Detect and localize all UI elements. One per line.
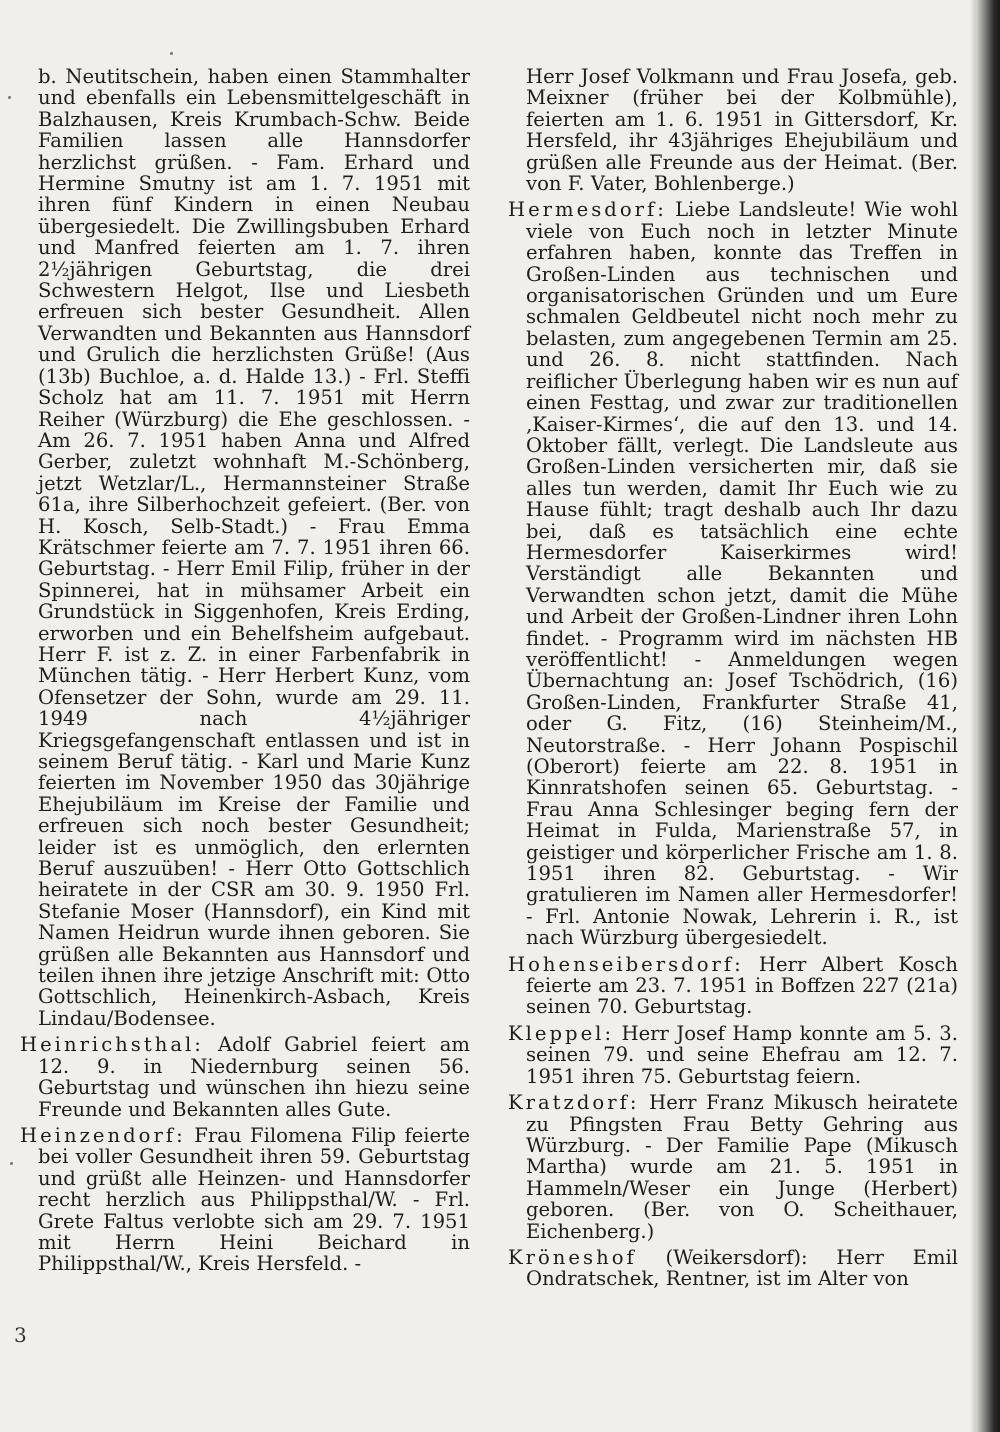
- place-name: Kleppel:: [508, 1021, 615, 1045]
- entry-text: Herr Franz Mikusch heiratete zu Pfingsten Frau Betty Gehring aus Würzburg. - Der Familie Pape (Mikusch Martha) wurde am 21. 5. 1951 in Hammeln/Weser ein Junge (Herbert) geboren. (Ber. von O. Scheithauer, Eichenberg.): [526, 1091, 958, 1243]
- entry-text: Frau Filomena Filip feierte bei voller Gesundheit ihren 59. Geburtstag und grüßt alle Heinzen- und Hannsdorfer recht herzlich aus Philippsthal/W. - Frl. Grete Faltus verlobte sich am 29. 7. 1951 mit Herrn Heini Beichard in Philippsthal/W., Kreis Hersfeld. -: [38, 1123, 470, 1276]
- scan-speck: [10, 1162, 13, 1165]
- paragraph-text: Herr Josef Volkmann und Frau Josefa, geb. Meixner (früher bei der Kolbmühle), feierten am 1. 6. 1951 in Gittersdorf, Kr. Hersfeld, ihr 43jähriges Ehejubiläum und grüßen alle Freunde aus der Heimat. (Ber. von F. Vater, Bohlenberge.): [526, 65, 958, 196]
- news-entry-heinzendorf: [20, 1125, 470, 1275]
- place-name: Heinzendorf:: [20, 1123, 186, 1147]
- news-paragraph: [20, 66, 470, 1029]
- page-number: 3: [14, 1323, 27, 1347]
- entry-text: Herr Albert Kosch feierte am 23. 7. 1951 in Boffzen 227 (21a) seinen 70. Geburtstag.: [526, 952, 958, 1019]
- news-entry-kroeneshof: [508, 1247, 958, 1290]
- scan-speck: [170, 52, 173, 55]
- left-column: [20, 66, 470, 1280]
- place-name: Kratzdorf:: [508, 1091, 640, 1115]
- place-name: Kröneshof: [508, 1245, 637, 1269]
- news-entry-kleppel: [508, 1023, 958, 1087]
- news-entry-hermesdorf: [508, 199, 958, 948]
- scan-speck: [8, 96, 11, 99]
- paragraph-text: b. Neutitschein, haben einen Stammhalter und ebenfalls ein Lebensmittelgeschäft in Balzhausen, Kreis Krumbach-Schw. Beide Familien lassen alle Hannsdorfer herzlichst grüßen. - Fam. Erhard und Hermine Smutny ist am 1. 7. 1951 mit ihren fünf Kindern in einen Neubau übergesiedelt. Die Zwillingsbuben Erhard und Manfred feierten am 1. 7. ihren 2½jährigen Geburtstag, die drei Schwestern Helgot, Ilse und Liesbeth erfreuen sich bester Gesundheit. Allen Verwandten und Bekannten aus Hannsdorf und Grulich die herzlichsten Grüße! (Aus (13b) Buchloe, a. d. Halde 13.) - Frl. Steffi Scholz hat am 11. 7. 1951 mit Herrn Reiher (Würzburg) die Ehe geschlossen. - Am 26. 7. 1951 haben Anna und Alfred Gerber, zuletzt wohnhaft M.-Schönberg, jetzt Wetzlar/L., Hermannsteiner Straße 61a, ihre Silberhochzeit gefeiert. (Ber. von H. Kosch, Selb-Stadt.) - Frau Emma Krätschmer feierte am 7. 7. 1951 ihren 66. Geburtstag. - Herr Emil Filip, früher in der Spinnerei, hat in mühsamer Arbeit ein Grundstück in Siggenhofen, Kreis Erding, erworben und ein Behelfsheim aufgebaut. Herr F. ist z. Z. in einer Farbenfabrik in München tätig. - Herr Herbert Kunz, vom Ofensetzer der Sohn, wurde am 29. 11. 1949 nach 4½jähriger Kriegsgefangenschaft entlassen und ist in seinem Beruf tätig. - Karl und Marie Kunz feierten im November 1950 das 30jährige Ehejubiläum im Kreise der Familie und erfreuen sich noch bester Gesundheit; leider ist es unmöglich, den erlernten Beruf auszuüben! - Herr Otto Gottschlich heiratete in der CSR am 30. 9. 1950 Frl. Stefanie Moser (Hannsdorf), ein Kind mit Namen Heidrun wurde ihnen geboren. Sie grüßen alle Bekannten aus Hannsdorf und teilen ihnen ihre jetzige Anschrift mit: Otto Gottschlich, Heinenkirch-Asbach, Kreis Lindau/Bodensee.: [38, 65, 470, 1030]
- entry-text: Adolf Gabriel feiert am 12. 9. in Niedernburg seinen 56. Geburtstag und wünschen ihn hiezu seine Freunde und Bekannten alles Gute.: [38, 1033, 470, 1121]
- news-entry-hohenseibersdorf: [508, 954, 958, 1018]
- place-name: Heinrichsthal:: [20, 1033, 204, 1057]
- entry-text: Herr Josef Hamp konnte am 5. 3. seinen 79. und seine Ehefrau am 12. 7. 1951 ihren 75. Geburtstag feiern.: [526, 1021, 958, 1088]
- news-entry-kratzdorf: [508, 1092, 958, 1242]
- scan-edge: [976, 0, 1000, 1432]
- right-column: [508, 66, 958, 1295]
- news-entry-heinrichsthal: [20, 1034, 470, 1120]
- entry-text: Liebe Landsleute! Wie wohl viele von Euch noch in letzter Minute erfahren haben, konnte das Treffen in Großen-Linden aus technischen und organisatorischen Gründen und um Eure schmalen Geldbeutel nicht noch mehr zu belasten, zum angegebenen Termin am 25. und 26. 8. nicht stattfinden. Nach reiflicher Überlegung haben wir es nun auf einen Festtag, und zwar zur traditionellen ‚Kaiser-Kirmes‘, die auf den 13. und 14. Oktober fällt, verlegt. Die Landsleute aus Großen-Linden versicherten mir, daß sie alles tun werden, damit Ihr Euch wie zu Hause fühlt; tragt deshalb auch Ihr dazu bei, daß es tatsächlich eine echte Hermesdorfer Kaiserkirmes wird! Verständigt alle Bekannten und Verwandten schon jetzt, damit die Mühe und Arbeit der Großen-Lindner ihren Lohn findet. - Programm wird im nächsten HB veröffentlicht! - Anmeldungen wegen Übernachtung an: Josef Tschödrich, (16) Großen-Linden, Frankfurter Straße 41, oder G. Fitz, (16) Steinheim/M., Neutorstraße. - Herr Johann Pospischil (Oberort) feierte am 22. 8. 1951 in Kinnratshofen seinen 65. Geburtstag. - Frau Anna Schlesinger beging fern der Heimat in Fulda, Marienstraße 57, in geistiger und körperlicher Frische am 1. 8. 1951 ihren 82. Geburtstag. - Wir gratulieren im Namen aller Hermesdorfer! - Frl. Antonie Nowak, Lehrerin i. R., ist nach Würzburg übergesiedelt.: [526, 198, 958, 950]
- entry-text: (Weikersdorf): Herr Emil Ondratschek, Rentner, ist im Alter von: [526, 1245, 958, 1291]
- place-name: Hohenseibersdorf:: [508, 952, 744, 976]
- news-paragraph: [508, 66, 958, 194]
- place-name: Hermesdorf:: [508, 198, 667, 222]
